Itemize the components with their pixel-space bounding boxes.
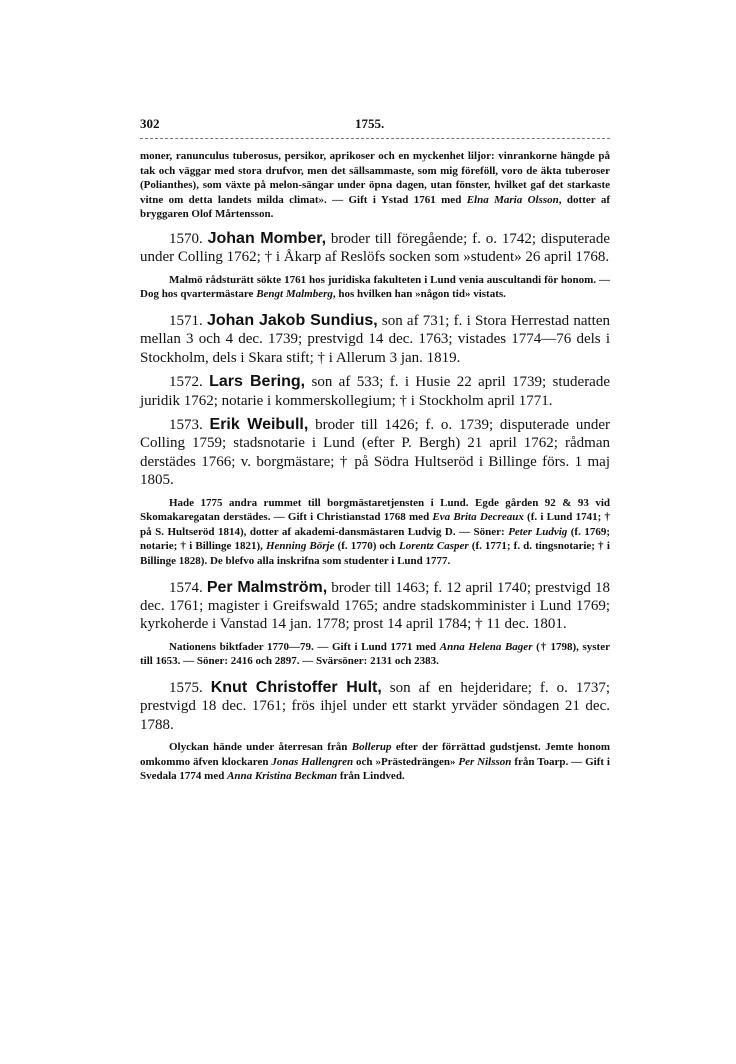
entry-text: son af 533; f. i Husie 22 april 1739; studerade juridik 1762; notarie i kommerskollegium; † i Stockholm april 1771. <box>140 374 611 409</box>
entry-name: Lars Bering, <box>209 373 306 391</box>
intro-wife-name: Elna Maria Olsson <box>466 193 559 206</box>
entry-name: Knut Christoffer Hult, <box>210 679 382 696</box>
intro-paragraph: moner, ranunculus tuberosus, persikor, aprikoser och en myckenhet liljor: vinrankorne hängde på tak och väggar med stora drufvor, men det sällsammaste, som mig föreföll, voro de äkta tuberoser (Polianthes), som växte på melon-sängar under öpna dagen, utan fönster, hvilket gaf det starkaste vitne om detta landets milda climat». — Gift i Ystad 1761 med Elna Maria Olsson, dotter af bryggaren Olof Mårtensson. <box>140 150 610 221</box>
entry-number: 1573. <box>169 417 203 433</box>
entry-1570-note: Malmö rådsturätt sökte 1761 hos juridiska fakulteten i Lund venia auscultandi för honom. — Dog hos qvartermästare Bengt Malmberg, hos hvilken han »någon tid» vistats. <box>140 273 610 301</box>
entry-1574-note: Nationens biktfader 1770—79. — Gift i Lund 1771 med Anna Helena Bager († 1798), syster till 1653. — Söner: 2416 och 2897. — Svärsöner: 2131 och 2383. <box>140 640 610 668</box>
entry-name: Johan Jakob Sundius, <box>206 311 378 329</box>
entry-name: Johan Momber, <box>207 229 327 247</box>
entry-text: broder till 1426; f. o. 1739; disputerade under Colling 1759; stadsnotarie i Lund (efter P. Bergh) 21 april 1762; rådman derstädes 1766; v. borgmästare; † på Södra Hultseröd i Billinge förs. 1 maj 1805. <box>140 417 610 489</box>
entry-text: son af en hejderidare; f. o. 1737; prestvigd 18 dec. 1761; frös ihjel under ett starkt yrväder söndagen 21 dec. 1788. <box>140 680 611 733</box>
entry-1570 <box>140 230 610 267</box>
entry-text: son af 731; f. i Stora Herrestad natten mellan 3 och 4 dec. 1739; prestvigd 14 dec. 1763; vistades 1774—76 dels i Stockholm, dels i Skara stift; † i Allerum 3 jan. 1819. <box>140 312 611 366</box>
entry-1573 <box>140 416 610 490</box>
entry-1571 <box>140 312 610 367</box>
running-year: 1755. <box>355 116 385 131</box>
entry-1575-note: Olyckan hände under återresan från Bollerup efter der förrättad gudstjenst. Jemte honom omkommo äfven klockaren Jonas Hallengren och »Prästedrängen» Per Nilsson från Toarp. — Gift i Svedala 1774 med Anna Kristina Beckman från Lindved. <box>140 741 610 783</box>
page-number: 302 <box>140 116 160 131</box>
document-page <box>140 116 610 794</box>
entry-text: broder till föregående; f. o. 1742; disputerade under Colling 1762; † i Åkarp af Reslöfs socken som »student» 26 april 1768. <box>140 230 610 266</box>
entry-1572 <box>140 373 610 410</box>
header-rule <box>140 138 610 139</box>
entry-name: Erik Weibull, <box>209 416 309 433</box>
entry-text: broder till 1463; f. 12 april 1740; prestvigd 18 dec. 1761; magister i Greifswald 1765; andre stadskomminister i Lund 1769; kyrkoherde i Vanstad 14 jan. 1778; prost 14 april 1784; † 11 dec. 1801. <box>140 579 610 633</box>
entry-name: Per Malmström, <box>206 578 328 596</box>
entry-1574 <box>140 579 610 634</box>
entry-number: 1571. <box>169 312 203 329</box>
entry-number: 1572. <box>169 374 203 391</box>
entry-number: 1574. <box>169 579 203 596</box>
entry-1573-note: Hade 1775 andra rummet till borgmästaretjensten i Lund. Egde gården 92 & 93 vid Skomakaregatan derstädes. — Gift i Christianstad 1768 med Eva Brita Decreaux (f. i Lund 1741; † på S. Hultseröd 1814), dotter af akademi-dansmästaren Ludvig D. — Söner: Peter Ludvig (f. 1769; notarie; † i Billinge 1821), Henning Börje (f. 1770) och Lorentz Casper (f. 1771; f. d. tingsnotarie; † i Billinge 1828). De blefvo alla inskrifna som studenter i Lund 1777. <box>140 496 610 567</box>
entry-1575 <box>140 679 610 734</box>
page-header <box>140 116 610 136</box>
entry-number: 1570. <box>169 230 203 247</box>
entry-number: 1575. <box>169 680 203 696</box>
